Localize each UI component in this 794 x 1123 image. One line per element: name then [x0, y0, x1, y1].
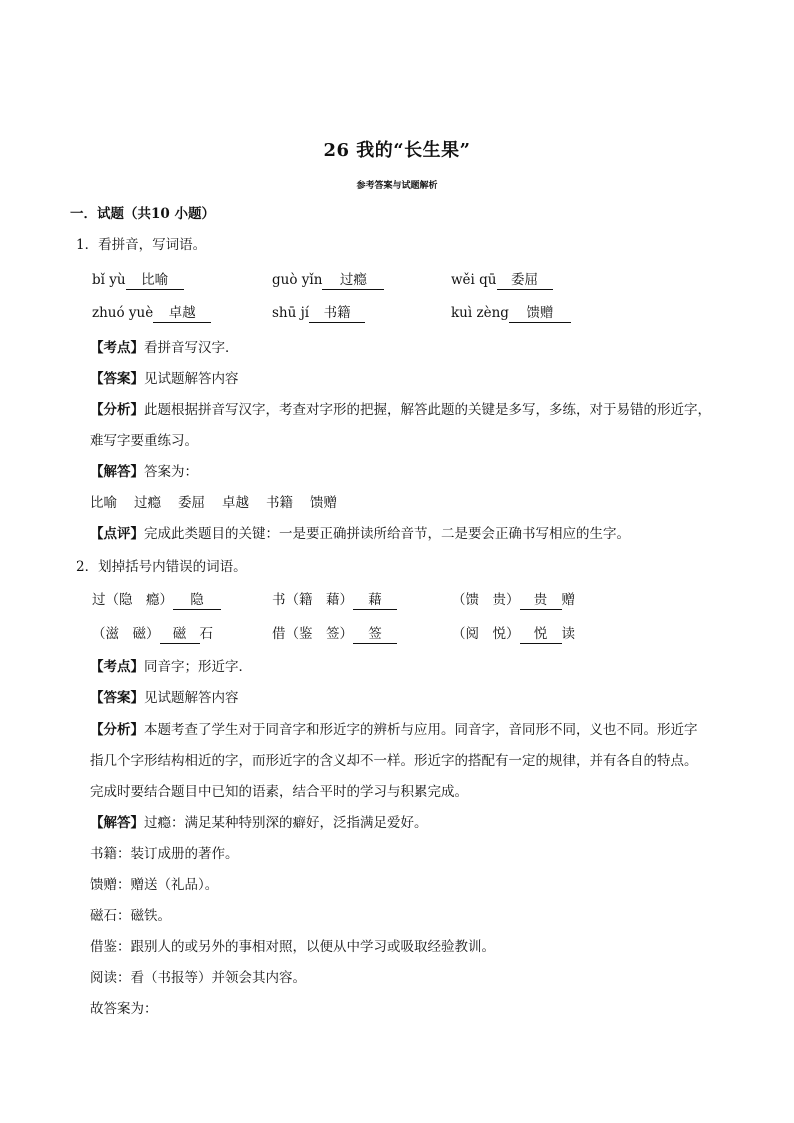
q2-item: [92, 624, 213, 644]
q2-suffix: 石: [199, 626, 213, 642]
dianping-text: 完成此类题目的关键：一是要正确拼读所给音节，二是要会正确书写相应的生字。: [144, 526, 630, 542]
jieda-tag: 【解答】: [90, 464, 144, 480]
q2-prefix: 借（鉴 签）: [272, 626, 353, 642]
q2-suffix: 赠: [561, 592, 575, 608]
q2-daan: [90, 688, 239, 708]
q2-prefix: 书（籍 藉）: [272, 592, 353, 608]
dianping-tag: 【点评】: [90, 526, 144, 542]
q1-item: [451, 270, 553, 290]
answer-word: 馈赠: [310, 495, 337, 511]
q2-answer: 贵: [520, 592, 562, 610]
answer-word: 过瘾: [134, 495, 161, 511]
kaodian-text: 同音字；形近字．: [144, 659, 252, 675]
q1-kaodian: [90, 338, 239, 358]
q1-item: [272, 270, 384, 290]
fenxi-tag: 【分析】: [90, 722, 144, 738]
q1-jieda: [90, 462, 198, 482]
q1-fenxi: [90, 400, 711, 420]
q1-item: [92, 270, 184, 290]
q1-pinyin: zhuó yuè: [92, 305, 154, 321]
answer-word: 书籍: [266, 495, 293, 511]
q1-answer: 过瘾: [322, 272, 384, 290]
q2-jieda-line: 借鉴：跟别人的或另外的事相对照，以便从中学习或吸取经验教训。: [90, 939, 495, 955]
answer-word: 比喻: [90, 495, 117, 511]
daan-text: 见试题解答内容: [144, 690, 239, 706]
q2-fenxi-cont: 指几个字形结构相近的字，而形近字的含义却不一样。形近字的搭配有一定的规律，并有各自的特点。: [90, 753, 698, 769]
q2-kaodian: [90, 657, 252, 677]
q1-pinyin: kuì zèng: [451, 305, 509, 321]
q1-pinyin: guò yǐn: [272, 272, 323, 288]
q1-item: [92, 303, 211, 323]
fenxi-text: 此题根据拼音写汉字，考查对字形的把握，解答此题的关键是多写，多练，对于易错的形近字，: [144, 402, 711, 418]
q2-item: [272, 590, 397, 610]
q2-item: [452, 590, 575, 610]
kaodian-tag: 【考点】: [90, 340, 144, 356]
q2-jieda: [90, 813, 428, 833]
q1-answer: 馈赠: [509, 305, 571, 323]
q1-answer: 委屈: [497, 272, 553, 290]
q1-answer: 书籍: [309, 305, 365, 323]
q2-prefix: （阅 悦）: [452, 626, 520, 642]
q1-answer-list: [90, 493, 354, 513]
q1-daan: [90, 369, 239, 389]
q2-answer: 签: [353, 626, 397, 644]
q2-item: [272, 624, 397, 644]
q2-stem: 2．划掉括号内错误的词语。: [76, 559, 247, 575]
answer-word: 委屈: [178, 495, 205, 511]
q2-answer: 隐: [173, 592, 221, 610]
jieda-text: 答案为：: [144, 464, 198, 480]
q1-dianping: [90, 524, 630, 544]
q2-fenxi-cont: 完成时要结合题目中已知的语素，结合平时的学习与积累完成。: [90, 784, 468, 800]
jieda-tag: 【解答】: [90, 815, 144, 831]
q1-stem: 1．看拼音，写词语。: [76, 237, 207, 253]
q2-jieda-line: 书籍：装订成册的著作。: [90, 846, 239, 862]
q2-item: [92, 590, 221, 610]
q2-suffix: 读: [561, 626, 575, 642]
kaodian-tag: 【考点】: [90, 659, 144, 675]
q2-answer: 悦: [520, 626, 562, 644]
section-heading: 一．试题（共10 小题）: [70, 206, 215, 222]
q1-answer: 卓越: [153, 305, 211, 323]
answer-word: 卓越: [222, 495, 249, 511]
q2-jieda-line: 故答案为：: [90, 1001, 158, 1017]
q2-prefix: 过（隐 瘾）: [92, 592, 173, 608]
q2-prefix: （滋 磁）: [92, 626, 160, 642]
daan-tag: 【答案】: [90, 371, 144, 387]
q2-prefix: （馈 贵）: [452, 592, 520, 608]
fenxi-tag: 【分析】: [90, 402, 144, 418]
q2-item: [452, 624, 575, 644]
q1-fenxi-cont: 难写字要重练习。: [90, 433, 198, 449]
q1-answer: 比喻: [126, 272, 184, 290]
q2-fenxi: [90, 720, 698, 740]
q1-pinyin: bǐ yù: [92, 272, 126, 288]
q2-jieda-line: 馈赠：赠送（礼品）。: [90, 877, 219, 893]
fenxi-text: 本题考查了学生对于同音字和形近字的辨析与应用。同音字，音同形不同，义也不同。形近字: [144, 722, 698, 738]
q2-answer: 藉: [353, 592, 397, 610]
page-title: 26 我的“长生果”: [323, 140, 471, 161]
q1-pinyin: shū jí: [272, 305, 310, 321]
q1-item: [451, 303, 571, 323]
jieda-text: 过瘾：满足某种特别深的癖好，泛指满足爱好。: [144, 815, 428, 831]
q1-pinyin: wěi qū: [451, 272, 497, 288]
daan-text: 见试题解答内容: [144, 371, 239, 387]
q2-answer: 磁: [160, 626, 200, 644]
q2-jieda-line: 磁石：磁铁。: [90, 908, 171, 924]
q1-item: [272, 303, 365, 323]
kaodian-text: 看拼音写汉字．: [144, 340, 239, 356]
q2-jieda-line: 阅读：看（书报等）并领会其内容。: [90, 970, 306, 986]
page-subtitle: 参考答案与试题解析: [356, 181, 438, 191]
daan-tag: 【答案】: [90, 690, 144, 706]
